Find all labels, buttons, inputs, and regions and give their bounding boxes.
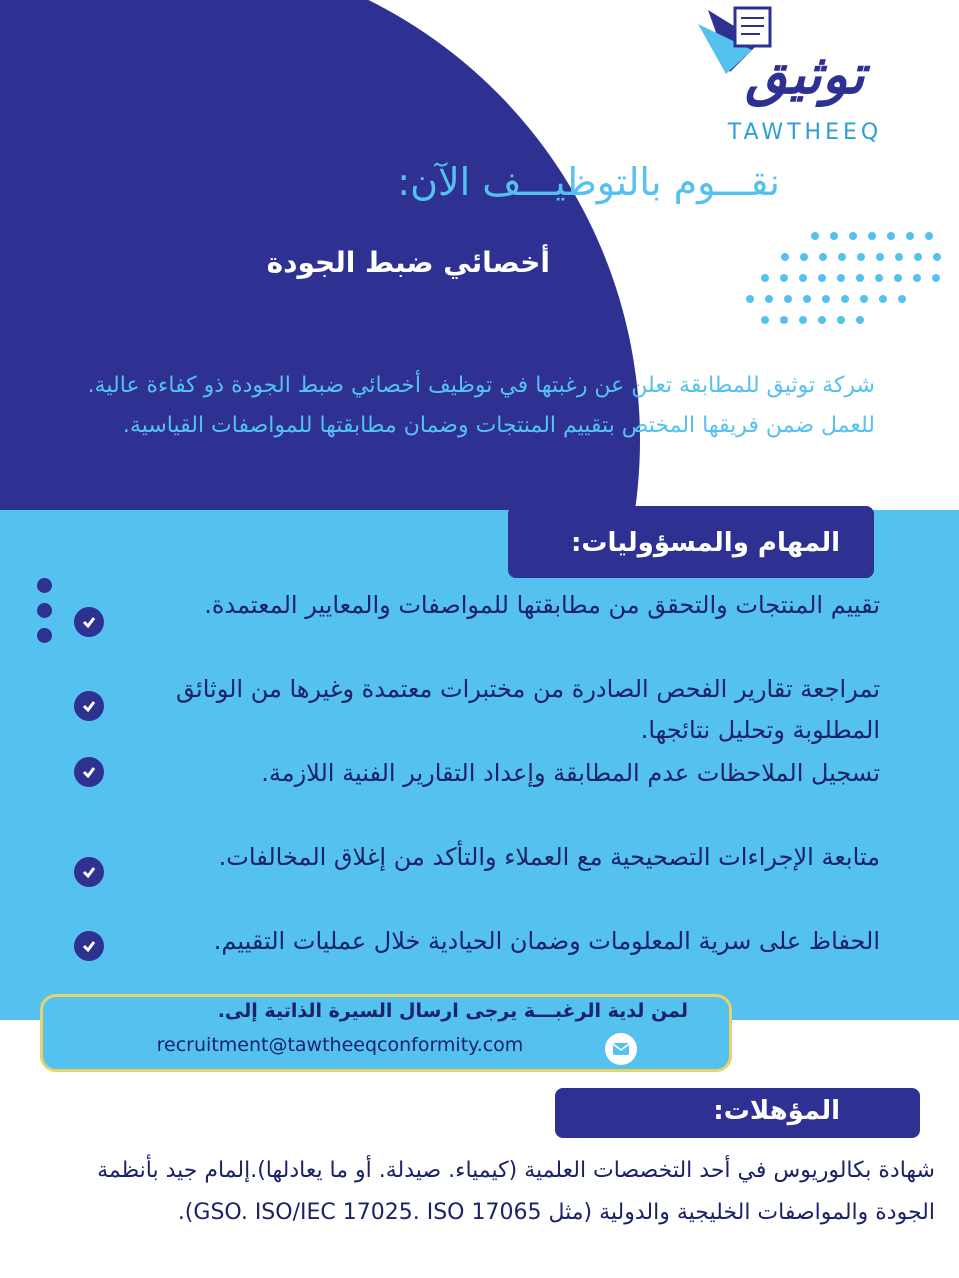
check-icon [74,931,104,961]
intro-paragraph: شركة توثيق للمطابقة تعلن عن رغبتها في توظيف أخصائي ضبط الجودة ذو كفاءة عالية. للعمل ضمن فريقها المختص بتقييم المنتجات وضمان مطابقتها للمواصفات القياسية. [87,373,875,438]
decor-dot [868,232,876,240]
list-item [60,753,880,837]
decor-dot [830,232,838,240]
decor-dot [914,253,922,261]
decor-dot [898,295,906,303]
decor-dot [799,316,807,324]
list-item [60,837,880,921]
qualifications-text: شهادة بكالوريوس في أحد التخصصات العلمية (كيمياء. صيدلة. أو ما يعادلها).إلمام جيد بأنظمة الجودة والمواصفات الخليجية والدولية (مثل GSO. ISO/IEC 17025. ISO 17065). [97,1158,935,1225]
contact-email-link[interactable]: recruitment@tawtheeqconformity.com [156,1034,524,1056]
responsibilities-heading: المهام والمسؤوليات: [508,506,874,578]
decor-dot [761,316,769,324]
decor-dot [933,253,941,261]
logo [680,2,900,152]
job-title: أخصائي ضبط الجودة [266,246,550,279]
decor-dot [818,316,826,324]
decor-dot [818,274,826,282]
decor-dot [765,295,773,303]
decor-dot [822,295,830,303]
decor-dot [784,295,792,303]
contact-title: لمن لدية الرغبـــة يرجى ارسال السيرة الذاتية إلى. [217,1000,688,1022]
decor-dot [856,316,864,324]
decor-dot [838,253,846,261]
logo-arabic-text: توثيق [745,43,865,106]
decor-dot [875,274,883,282]
list-item [60,585,880,669]
decor-dot [913,274,921,282]
decor-dot [879,295,887,303]
decor-dot [895,253,903,261]
decor-dot [837,316,845,324]
decor-dot [894,274,902,282]
decor-dot [849,232,857,240]
decor-dot [887,232,895,240]
list-item-text: تقييم المنتجات والتحقق من مطابقتها للمواصفات والمعايير المعتمدة. [204,591,880,619]
decor-dot [925,232,933,240]
check-icon [74,857,104,887]
decor-dot [761,274,769,282]
responsibilities-list [60,585,880,1005]
check-icon [74,607,104,637]
list-item-text: الحفاظ على سرية المعلومات وضمان الحيادية خلال عمليات التقييم. [213,927,880,955]
decor-dot [799,274,807,282]
decor-dot [856,274,864,282]
decor-dot [781,253,789,261]
decor-dot [800,253,808,261]
decor-dot [780,316,788,324]
decor-dot [857,253,865,261]
list-item-text: متابعة الإجراءات التصحيحية مع العملاء والتأكد من إغلاق المخالفات. [218,843,880,871]
check-icon [74,757,104,787]
hiring-headline: نقـــوم بالتوظيـــف الآن: [397,160,780,204]
check-icon [74,691,104,721]
decor-dot [906,232,914,240]
logo-english-text: TAWTHEEQ [727,120,883,145]
decor-dot [746,295,754,303]
side-dots-decoration [37,578,55,648]
decor-dot [803,295,811,303]
decor-dot [819,253,827,261]
decor-dot [932,274,940,282]
decor-dot [837,274,845,282]
list-item [60,669,880,753]
list-item [60,921,880,1005]
list-item-text: تسجيل الملاحظات عدم المطابقة وإعداد التقارير الفنية اللازمة. [261,759,880,787]
decor-dot [811,232,819,240]
list-item-text: تمراجعة تقارير الفحص الصادرة من مختبرات معتمدة وغيرها من الوثائق المطلوبة وتحليل نتائجها. [176,675,880,744]
dot-pattern [745,228,955,348]
decor-dot [876,253,884,261]
decor-dot [841,295,849,303]
decor-dot [780,274,788,282]
mail-icon [605,1033,637,1065]
decor-dot [860,295,868,303]
qualifications-heading: المؤهلات: [555,1088,920,1138]
